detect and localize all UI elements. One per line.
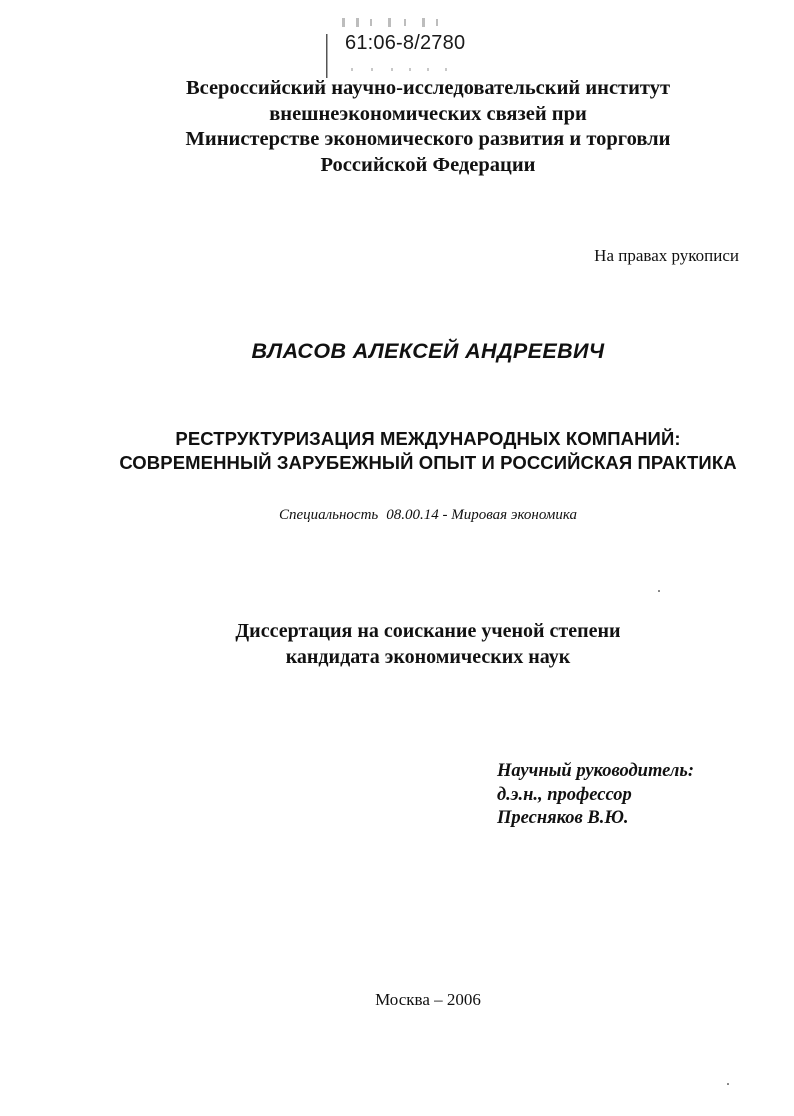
city-and-year: Москва – 2006 xyxy=(375,990,481,1009)
supervisor-heading: Научный руководитель: xyxy=(497,761,694,781)
supervisor-credentials: д.э.н., профессор xyxy=(497,784,632,805)
degree-line: Диссертация на соискание ученой степени xyxy=(235,620,621,642)
institution-line: внешнеэкономических связей при xyxy=(269,102,587,125)
specialty-line xyxy=(0,507,794,524)
institution-line: Всероссийский научно-исследовательский институт xyxy=(185,77,671,99)
title-line: РЕСТРУКТУРИЗАЦИЯ МЕЖДУНАРОДНЫХ КОМПАНИЙ: xyxy=(175,428,681,449)
institution-name xyxy=(0,76,794,178)
scan-speck xyxy=(658,590,660,592)
institution-line: Российской Федерации xyxy=(320,153,536,176)
specialty-label: Специальность xyxy=(278,507,379,523)
dissertation-title xyxy=(0,427,794,475)
manuscript-rights-note: На правах рукописи xyxy=(594,246,739,265)
stamp-bar-decoration xyxy=(325,34,331,78)
author-name: ВЛАСОВ АЛЕКСЕЙ АНДРЕЕВИЧ xyxy=(251,339,605,363)
stamp-dots-decoration xyxy=(340,12,450,32)
scan-speck xyxy=(727,1083,729,1085)
catalog-number: 61:06-8/2780 xyxy=(345,32,466,54)
degree-line: кандидата экономических наук xyxy=(285,646,571,668)
institution-line: Министерстве экономического развития и торговли xyxy=(185,128,671,150)
specialty-code: 08.00.14 - Мировая экономика xyxy=(386,507,578,523)
degree-statement xyxy=(0,618,794,670)
supervisor-name: Пресняков В.Ю. xyxy=(497,808,629,828)
scientific-supervisor xyxy=(497,760,694,831)
title-line: СОВРЕМЕННЫЙ ЗАРУБЕЖНЫЙ ОПЫТ И РОССИЙСКАЯ ПРАКТИКА xyxy=(119,452,737,473)
